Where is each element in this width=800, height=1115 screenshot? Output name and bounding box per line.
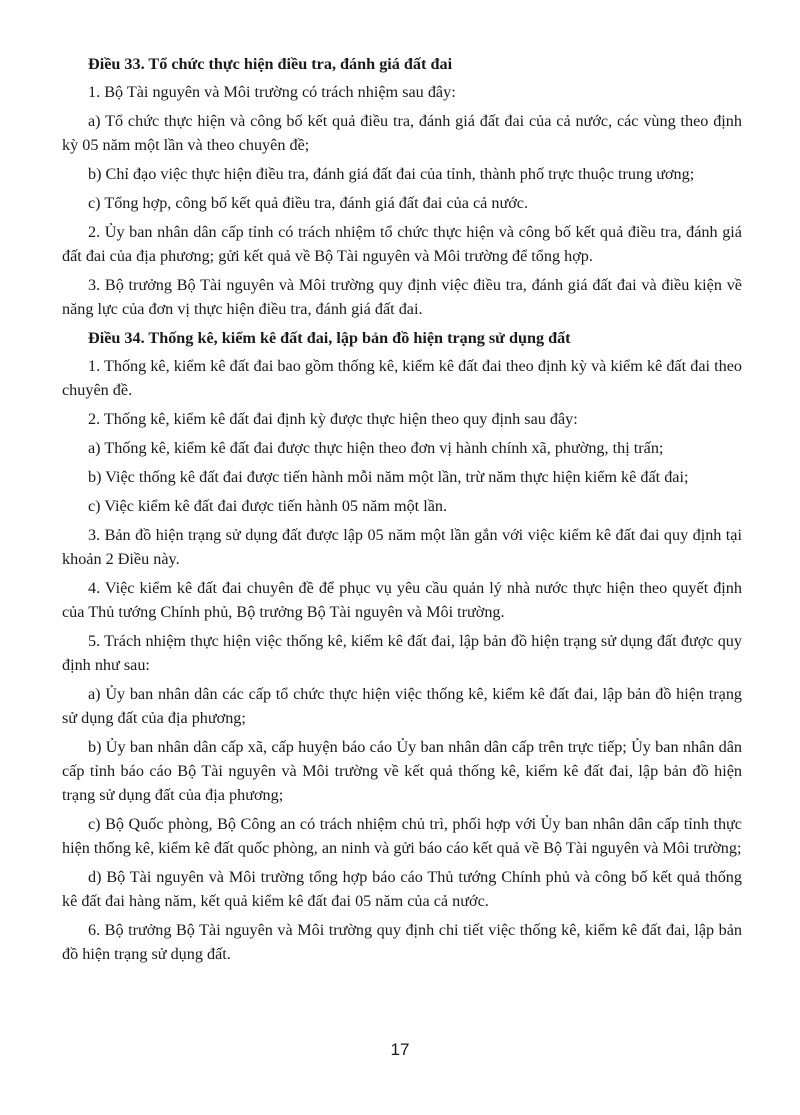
article-33-paragraph: 3. Bộ trưởng Bộ Tài nguyên và Môi trường quy định việc điều tra, đánh giá đất đai và điều kiện về năng lực của đơn vị thực hiện điều tra, đánh giá đất đai. — [62, 276, 742, 318]
article-33-paragraph: 2. Ủy ban nhân dân cấp tỉnh có trách nhiệm tổ chức thực hiện và công bố kết quả điều tra, đánh giá đất đai của địa phương; gửi kết quả về Bộ Tài nguyên và Môi trường để tổng hợp. — [62, 223, 742, 265]
article-34-paragraph: b) Ủy ban nhân dân cấp xã, cấp huyện báo cáo Ủy ban nhân dân cấp trên trực tiếp; Ủy ban nhân dân cấp tỉnh báo cáo Bộ Tài nguyên và Môi trường về kết quả thống kê, kiểm kê đất đai, lập bản đồ hiện trạng sử dụng đất của địa phương; — [62, 738, 742, 804]
article-33-paragraph: b) Chỉ đạo việc thực hiện điều tra, đánh giá đất đai của tỉnh, thành phố trực thuộc trung ương; — [88, 165, 695, 183]
article-34-heading: Điều 34. Thống kê, kiểm kê đất đai, lập bản đồ hiện trạng sử dụng đất — [88, 329, 571, 347]
article-34-paragraph: 4. Việc kiểm kê đất đai chuyên đề để phục vụ yêu cầu quản lý nhà nước thực hiện theo quyết định của Thủ tướng Chính phủ, Bộ trưởng Bộ Tài nguyên và Môi trường. — [62, 579, 742, 621]
article-34-paragraph: 2. Thống kê, kiểm kê đất đai định kỳ được thực hiện theo quy định sau đây: — [88, 410, 578, 428]
page-number: 17 — [390, 1040, 410, 1059]
article-33-heading: Điều 33. Tổ chức thực hiện điều tra, đánh giá đất đai — [88, 55, 453, 73]
article-34-paragraph: c) Bộ Quốc phòng, Bộ Công an có trách nhiệm chủ trì, phối hợp với Ủy ban nhân dân cấp tỉnh thực hiện thống kê, kiểm kê đất quốc phòng, an ninh và gửi báo cáo kết quả về Bộ Tài nguyên và Môi trường; — [62, 815, 742, 857]
article-34-paragraph: 3. Bản đồ hiện trạng sử dụng đất được lập 05 năm một lần gắn với việc kiểm kê đất đai quy định tại khoản 2 Điều này. — [62, 526, 742, 568]
document-page — [62, 52, 742, 971]
article-33-paragraph: a) Tổ chức thực hiện và công bố kết quả điều tra, đánh giá đất đai của cả nước, các vùng theo định kỳ 05 năm một lần và theo chuyên đề; — [62, 112, 742, 154]
article-33-paragraph: 1. Bộ Tài nguyên và Môi trường có trách nhiệm sau đây: — [88, 83, 456, 101]
article-34-paragraph: 1. Thống kê, kiểm kê đất đai bao gồm thống kê, kiểm kê đất đai theo định kỳ và kiểm kê đất đai theo chuyên đề. — [62, 357, 742, 399]
article-34-paragraph: 5. Trách nhiệm thực hiện việc thống kê, kiểm kê đất đai, lập bản đồ hiện trạng sử dụng đất được quy định như sau: — [62, 632, 742, 674]
article-34-paragraph: b) Việc thống kê đất đai được tiến hành mỗi năm một lần, trừ năm thực hiện kiểm kê đất đai; — [88, 468, 689, 486]
article-34-paragraph: a) Thống kê, kiểm kê đất đai được thực hiện theo đơn vị hành chính xã, phường, thị trấn; — [88, 439, 664, 457]
article-33-paragraph: c) Tổng hợp, công bố kết quả điều tra, đánh giá đất đai của cả nước. — [88, 194, 529, 212]
article-34-paragraph: d) Bộ Tài nguyên và Môi trường tổng hợp báo cáo Thủ tướng Chính phủ và công bố kết quả thống kê đất đai hàng năm, kết quả kiểm kê đất đai 05 năm của cả nước. — [62, 868, 742, 910]
article-34-paragraph: 6. Bộ trưởng Bộ Tài nguyên và Môi trường quy định chi tiết việc thống kê, kiểm kê đất đai, lập bản đồ hiện trạng sử dụng đất. — [62, 921, 742, 963]
article-34-paragraph: c) Việc kiểm kê đất đai được tiến hành 05 năm một lần. — [88, 497, 448, 515]
article-34-paragraph: a) Ủy ban nhân dân các cấp tổ chức thực hiện việc thống kê, kiểm kê đất đai, lập bản đồ hiện trạng sử dụng đất của địa phương; — [62, 685, 742, 727]
